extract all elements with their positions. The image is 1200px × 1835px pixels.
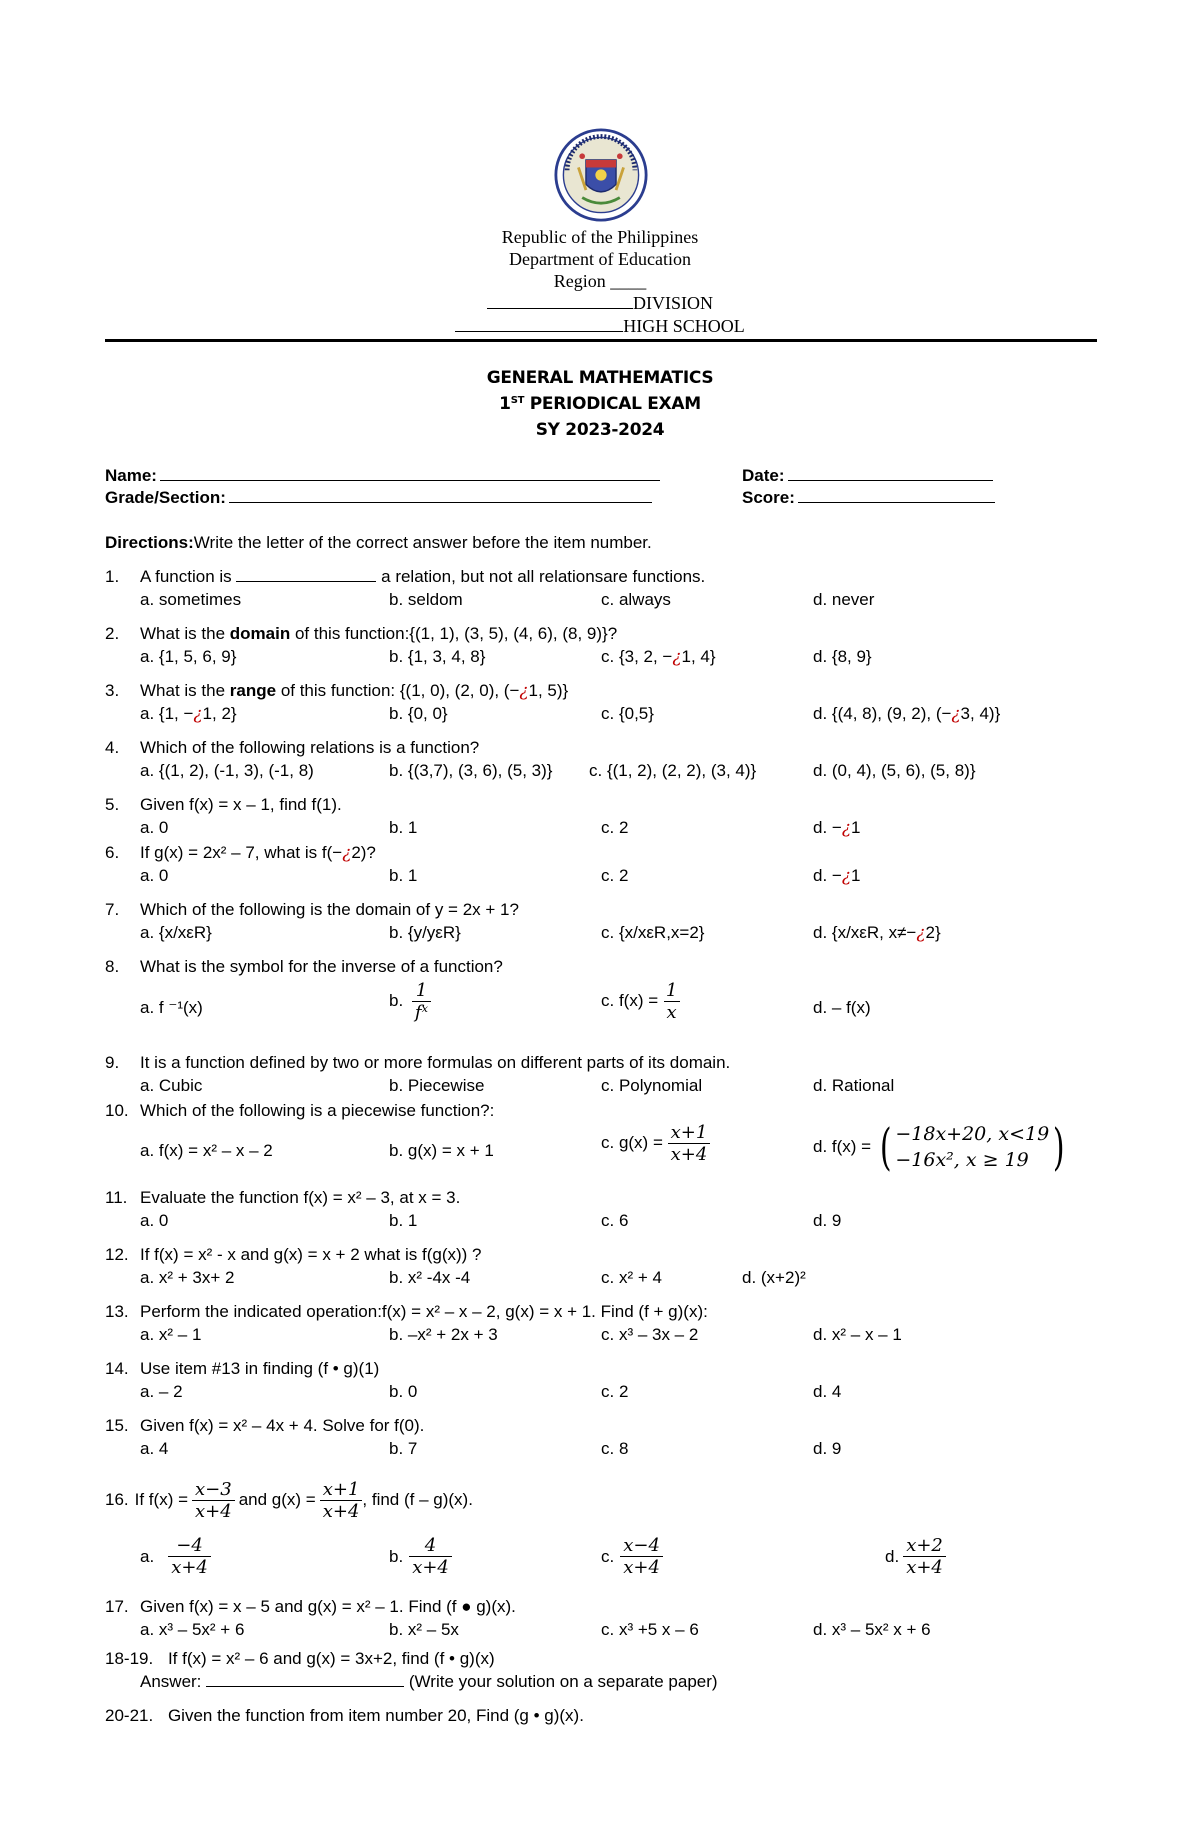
option-c[interactable] [601,647,716,667]
question-number: 4. [105,738,120,757]
option-d[interactable] [813,866,860,886]
option-b[interactable]: b. x² – 5x [389,1620,459,1639]
question-text: Given f(x) = x² – 4x + 4. Solve for f(0). [140,1416,425,1435]
option-c[interactable]: c. 2 [601,1382,629,1401]
option-d[interactable] [813,818,860,838]
answer-blank[interactable] [206,1673,404,1687]
option-a[interactable]: a. sometimes [140,590,242,609]
answer-label: Answer: [140,1672,202,1691]
question-text-pre: What is the [140,681,226,700]
option-a[interactable]: a. {(1, 2), (-1, 3), (-1, 8) [140,761,314,780]
score-field [742,488,995,508]
exam-ordinal: 1 [499,394,511,414]
glyph-artifact: ¿ [342,843,352,863]
question-keyword: domain [229,624,291,643]
option-b[interactable]: b. 1 [389,1211,418,1230]
header-divider [105,339,1097,342]
option-c[interactable]: c. Polynomial [601,1076,703,1095]
fraction [320,1479,363,1522]
question-number: 8. [105,957,120,976]
date-input-line[interactable] [788,466,993,481]
fraction-numerator: x−3 [195,1478,232,1500]
glyph-artifact: ¿ [841,818,851,838]
option-d[interactable] [813,1118,1069,1176]
option-b[interactable]: b. {y/yεR} [389,923,461,942]
answer-blank[interactable] [236,568,376,582]
option-text: 1 [850,818,861,837]
question-text: Evaluate the function f(x) = x² – 3, at x = 3. [140,1188,461,1207]
question-number: 7. [105,900,120,919]
question-number: 10. [105,1101,129,1120]
fraction-denominator: x [664,1001,680,1023]
option-b[interactable]: b. 0 [389,1382,418,1401]
option-label: b. [389,1546,404,1566]
option-d[interactable]: d. x² – x – 1 [813,1325,902,1344]
option-a[interactable]: a. – 2 [140,1382,183,1401]
division-line [0,292,1200,314]
question-text [140,843,376,863]
question-number: 20-21. [105,1706,154,1725]
exam-ordinal-suffix: ST [510,395,525,406]
fraction [168,1535,211,1578]
option-label: a. [140,1546,155,1566]
question-16 [105,1475,473,1525]
question-text-post: 1, 5)} [528,681,569,700]
name-label: Name: [105,466,157,485]
date-field [742,466,993,486]
school-blank[interactable] [455,316,623,332]
option-a[interactable]: a. Cubic [140,1076,203,1095]
question-number: 11. [105,1188,128,1207]
option-text: d. {(4, 8), (9, 2), (− [813,704,952,723]
grade-field [105,488,652,508]
question-number: 12. [105,1245,129,1264]
question-text: Given f(x) = x – 1, find f(1). [140,795,342,814]
option-c[interactable]: c. 2 [601,866,629,885]
option-d[interactable]: d. {8, 9} [813,647,872,666]
option-d[interactable] [813,704,1000,724]
fraction [663,980,680,1023]
question-text: Which of the following is a piecewise function?: [140,1101,495,1120]
option-a[interactable]: a. x³ – 5x² + 6 [140,1620,245,1639]
option-a[interactable] [140,1535,211,1578]
option-d[interactable] [813,923,941,943]
glyph-artifact: ¿ [672,647,682,667]
option-b[interactable]: b. 1 [389,866,418,885]
right-brace-icon: ) [1053,1118,1065,1176]
school-label: HIGH SCHOOL [623,316,745,336]
option-label: c. g(x) = [601,1132,663,1152]
option-label: d. [885,1546,900,1566]
option-a[interactable]: a. x² – 1 [140,1325,202,1344]
fraction-numerator: 1 [415,980,428,1001]
question-number: 16. [105,1490,129,1509]
question-number: 2. [105,624,120,643]
option-c[interactable]: c. {0,5} [601,704,654,723]
question-number: 3. [105,681,120,700]
option-c[interactable]: c. 2 [601,818,629,837]
option-c[interactable] [601,980,680,1023]
left-brace-icon: ( [879,1118,892,1176]
division-label: DIVISION [633,293,713,313]
grade-label: Grade/Section: [105,488,226,507]
directions [105,533,652,553]
option-b[interactable]: b. {(3,7), (3, 6), (5, 3)} [389,761,553,780]
fraction-denominator: x+4 [668,1143,711,1165]
option-text: 2} [925,923,941,942]
option-text: c. {3, 2, − [601,647,673,666]
option-text: a. {1, − [140,704,194,723]
question-text: Given the function from item number 20, Find (g • g)(x). [167,1706,584,1725]
option-c[interactable]: c. x² + 4 [601,1268,662,1287]
option-c[interactable]: c. {x/xεR,x=2} [601,923,705,942]
option-d[interactable] [885,1535,946,1578]
option-b[interactable]: b. {0, 0} [389,704,448,723]
option-a[interactable]: a. {x/xεR} [140,923,212,942]
school-line [0,315,1200,337]
option-d[interactable]: d. Rational [813,1076,895,1095]
exam-subject: GENERAL MATHEMATICS [486,368,714,388]
fraction-numerator: 1 [665,980,678,1001]
option-text: 3, 4)} [960,704,1001,723]
piecewise-expression [876,1118,1069,1176]
option-b[interactable]: b. Piecewise [389,1076,485,1095]
option-c[interactable]: c. always [601,590,671,609]
region-heading: Region ____ [553,271,647,291]
fraction-denominator: x+4 [192,1500,235,1522]
option-b[interactable]: b. x² -4x -4 [389,1268,471,1287]
option-text: 1, 4} [681,647,716,666]
question-number: 5. [105,795,120,814]
option-c[interactable]: c. 8 [601,1439,629,1458]
fraction-numerator: −4 [176,1535,203,1556]
glyph-artifact: ¿ [916,923,926,943]
option-a[interactable]: a. 0 [140,1211,169,1230]
option-a[interactable]: a. 0 [140,866,169,885]
directions-label: Directions: [105,533,194,552]
glyph-artifact: ¿ [951,704,961,724]
question-text-post: of this function:{(1, 1), (3, 5), (4, 6), (8, 9)}? [294,624,618,643]
question-text-post: 2)? [351,843,376,862]
option-b[interactable]: b. 1 [389,818,418,837]
exam-period-label: PERIODICAL EXAM [529,394,701,414]
option-a[interactable]: a. {1, 5, 6, 9} [140,647,237,666]
option-c[interactable]: c. {(1, 2), (2, 2), (3, 4)} [589,761,757,780]
question-number: 14. [105,1359,129,1378]
fraction-denominator: x+4 [409,1556,452,1578]
option-a[interactable]: a. 0 [140,818,169,837]
score-input-line[interactable] [798,488,995,503]
grade-input-line[interactable] [229,488,652,503]
option-b[interactable]: b. 7 [389,1439,418,1458]
option-text: d. − [813,866,842,885]
option-text: 1, 2} [202,704,237,723]
exam-period [0,394,1200,414]
option-c[interactable]: c. x³ +5 x – 6 [601,1620,699,1639]
fraction-numerator: x+1 [670,1122,708,1143]
fraction-numerator: x+2 [906,1535,943,1556]
fraction [412,980,431,1023]
question-text-pre: If f(x) = [134,1490,189,1509]
question-text: It is a function defined by two or more formulas on different parts of its domain. [140,1053,731,1072]
option-label: c. f(x) = [601,990,659,1010]
fraction-numerator: x−4 [623,1535,660,1556]
fraction [668,1122,711,1165]
question-number: 18-19. [105,1649,154,1668]
question-text: Perform the indicated operation:f(x) = x² – x – 2, g(x) = x + 1. Find (f + g)(x): [140,1302,708,1321]
fraction-numerator: 4 [424,1535,437,1556]
name-input-line[interactable] [160,466,660,481]
option-c[interactable] [601,1122,710,1165]
fraction-numerator: x+1 [322,1478,360,1500]
question-number: 13. [105,1302,129,1321]
option-a[interactable]: a. f ⁻¹(x) [140,998,203,1017]
option-b[interactable]: b. seldom [389,590,463,609]
republic-heading: Republic of the Philippines [501,227,699,247]
question-number: 6. [105,843,120,862]
question-text [140,624,617,644]
answer-line [140,1672,718,1692]
piecewise-case: −16x², x ≥ 19 [895,1149,1029,1171]
question-text [140,567,705,587]
option-c[interactable]: c. x³ – 3x – 2 [601,1325,699,1344]
fraction-denominator: x+4 [903,1556,946,1578]
question-keyword: range [229,681,277,700]
question-text-pre: If g(x) = 2x² – 7, what is f(− [140,843,343,862]
option-b[interactable] [389,1535,452,1578]
question-number: 1. [105,567,120,586]
option-d[interactable]: d. – f(x) [813,998,871,1017]
fraction-denominator: x+4 [620,1556,663,1578]
option-d[interactable]: d. (x+2)² [742,1268,806,1287]
fraction-denominator: x+4 [168,1556,211,1578]
question-18-19 [105,1649,495,1669]
question-number: 9. [105,1053,120,1072]
option-d[interactable]: d. 9 [813,1439,842,1458]
fraction-denominator: x+4 [320,1500,363,1522]
glyph-artifact: ¿ [841,866,851,886]
fraction [903,1535,946,1578]
piecewise-case: −18x+20, x<19 [895,1123,1050,1145]
fraction-denominator: fˣ [412,1001,431,1023]
option-c[interactable]: c. 6 [601,1211,629,1230]
question-text: If f(x) = x² - x and g(x) = x + 2 what is f(g(x)) ? [140,1245,482,1264]
option-a[interactable]: a. 4 [140,1439,169,1458]
question-text: What is the symbol for the inverse of a function? [140,957,503,976]
fraction [620,1535,663,1578]
question-text: Use item #13 in finding (f • g)(1) [140,1359,380,1378]
fraction [409,1535,452,1578]
question-number: 15. [105,1416,129,1435]
option-d[interactable]: d. 4 [813,1382,842,1401]
question-text-post: a relation, but not all relationsare functions. [381,567,706,586]
question-text: Which of the following is the domain of y = 2x + 1? [140,900,519,919]
question-number: 17. [105,1597,129,1616]
question-20-21 [105,1706,584,1726]
option-a[interactable]: a. x² + 3x+ 2 [140,1268,235,1287]
question-text-pre: What is the [140,624,226,643]
option-a[interactable]: a. f(x) = x² – x – 2 [140,1141,273,1160]
question-text-post: , find (f – g)(x). [362,1490,473,1509]
answer-note: (Write your solution on a separate paper) [408,1672,718,1691]
directions-text: Write the letter of the correct answer before the item number. [193,533,652,552]
department-heading: Department of Education [509,249,691,269]
date-label: Date: [742,466,785,485]
option-text: 1 [850,866,861,885]
option-label: c. [601,1546,615,1566]
piecewise-cases [895,1121,1049,1173]
option-label: d. f(x) = [813,1137,872,1156]
question-text-pre: A function is [140,567,232,586]
question-text: Which of the following relations is a function? [140,738,480,757]
option-d[interactable]: d. (0, 4), (5, 6), (5, 8)} [813,761,976,780]
option-b[interactable] [389,980,431,1023]
option-b[interactable]: b. g(x) = x + 1 [389,1141,494,1160]
deped-seal-logo [554,128,648,222]
question-text: If f(x) = x² – 6 and g(x) = 3x+2, find (f • g)(x) [167,1649,495,1668]
question-text-mid: and g(x) = [238,1490,316,1509]
option-b[interactable]: b. {1, 3, 4, 8} [389,647,486,666]
name-field [105,466,660,486]
option-a[interactable] [140,704,237,724]
question-text-post: of this function: {(1, 0), (2, 0), (− [280,681,520,700]
option-b[interactable]: b. –x² + 2x + 3 [389,1325,498,1344]
glyph-artifact: ¿ [193,704,203,724]
option-d[interactable]: d. never [813,590,875,609]
question-text: Given f(x) = x – 5 and g(x) = x² – 1. Find (f ● g)(x). [140,1597,516,1616]
option-label: b. [389,990,404,1010]
option-text: d. − [813,818,842,837]
school-year: SY 2023-2024 [535,420,665,440]
option-d[interactable]: d. x³ – 5x² x + 6 [813,1620,931,1639]
division-blank[interactable] [487,293,633,309]
score-label: Score: [742,488,795,507]
option-d[interactable]: d. 9 [813,1211,842,1230]
fraction [192,1479,235,1522]
glyph-artifact: ¿ [519,681,529,701]
option-c[interactable] [601,1535,663,1578]
question-text [140,681,568,701]
option-text: d. {x/xεR, x≠− [813,923,917,942]
